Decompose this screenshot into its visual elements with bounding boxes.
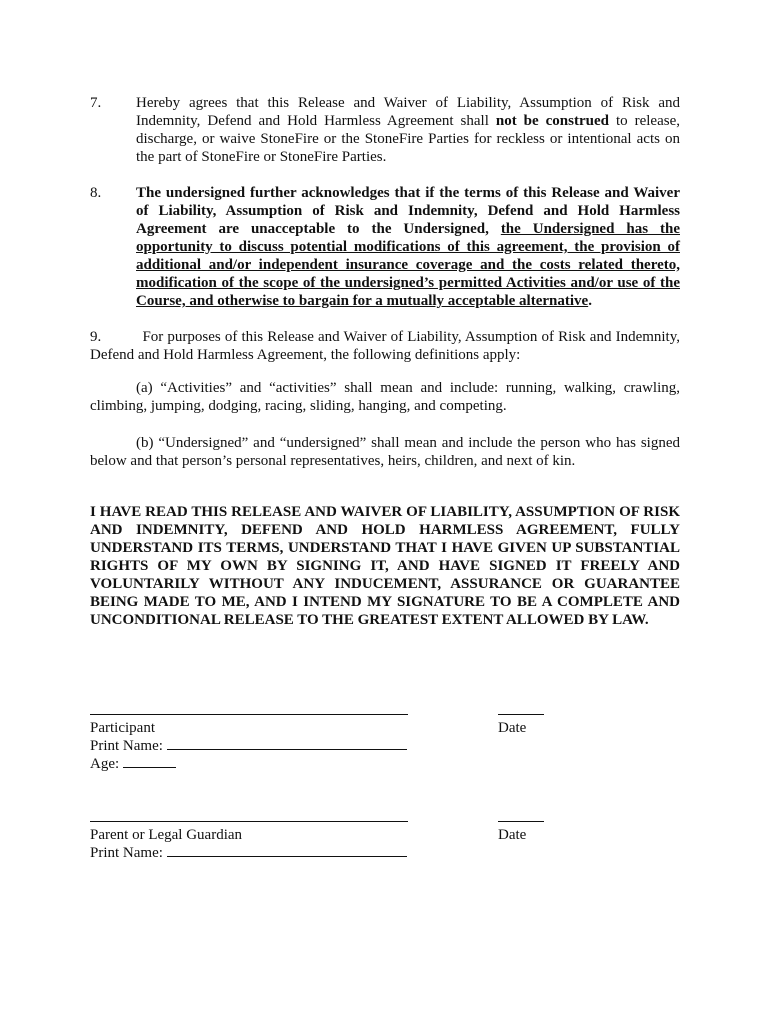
guardian-date-label: Date	[498, 827, 527, 843]
print-name-label: Print Name:	[90, 845, 163, 861]
clause-text	[136, 184, 680, 310]
clause-number: 7.	[90, 95, 102, 111]
guardian-signature-line[interactable]	[90, 821, 408, 822]
guardian-date-line[interactable]	[498, 821, 544, 822]
age-label: Age:	[90, 756, 120, 772]
acknowledgement-paragraph: I HAVE READ THIS RELEASE AND WAIVER OF LIABILITY, ASSUMPTION OF RISK AND INDEMNITY, DEFEND AND HOLD HARMLESS AGREEMENT, FULLY UNDERSTAND ITS TERMS, UNDERSTAND THAT I HAVE GIVEN UP SUBSTANTIAL RIGHTS OF MY OWN BY SIGNING IT, AND HAVE SIGNED IT FREELY AND VOLUNTARILY WITHOUT ANY INDUCEMENT, ASSURANCE OR GUARANTEE BEING MADE TO ME, AND I INTEND MY SIGNATURE TO BE A COMPLETE AND UNCONDITIONAL RELEASE TO THE GREATEST EXTENT ALLOWED BY LAW.	[90, 504, 680, 628]
clause-text-part: The undersigned further acknowledges that if the terms of this Release and Waiver of Liability, Assumption of Risk and Indemnity, Defend and Hold Harmless Agreement are unacceptable to the Undersigned,	[136, 185, 680, 237]
print-name-label: Print Name:	[90, 738, 163, 754]
clause-text	[136, 94, 680, 166]
guardian-print-name	[90, 844, 407, 862]
clause-text-part: Hereby agrees that this Release and Waiver of Liability, Assumption of Risk and Indemnity, Defend and Hold Harmless Agreement shall	[136, 95, 680, 129]
participant-age	[90, 755, 176, 773]
clause-7	[90, 94, 680, 166]
participant-print-name	[90, 737, 407, 755]
participant-date-label: Date	[498, 720, 527, 736]
participant-age-field[interactable]	[123, 755, 176, 768]
clause-number: 8.	[90, 185, 102, 201]
clause-text-part: to release, discharge, or waive StoneFire or the StoneFire Parties for reckless or intentional acts on the part of StoneFire or StoneFire Parties.	[136, 113, 680, 165]
guardian-print-name-field[interactable]	[167, 844, 407, 857]
clause-text-part: .	[588, 293, 592, 309]
clause-bold-text: not be construed	[495, 113, 609, 129]
definition-b: (b) “Undersigned” and “undersigned” shall mean and include the person who has signed below and that person’s personal representatives, heirs, children, and next of kin.	[90, 435, 680, 469]
participant-signature-line[interactable]	[90, 714, 408, 715]
clause-9: 9. For purposes of this Release and Waiver of Liability, Assumption of Risk and Indemnity, Defend and Hold Harmless Agreement, the following definitions apply:	[90, 329, 680, 363]
guardian-label: Parent or Legal Guardian	[90, 827, 243, 843]
participant-date-line[interactable]	[498, 714, 544, 715]
definition-a: (a) “Activities” and “activities” shall mean and include: running, walking, crawling, climbing, jumping, dodging, racing, sliding, hanging, and competing.	[90, 380, 680, 414]
clause-8	[90, 184, 680, 310]
participant-print-name-field[interactable]	[167, 737, 407, 750]
participant-label: Participant	[90, 720, 155, 736]
clause-underlined-text: the Undersigned has the opportunity to discuss potential modifications of this agreement, the provision of additional and/or independent insurance coverage and the costs related thereto, modification of the scope of the undersigned’s permitted Activities and/or use of the Course, and otherwise to bargain for a mutually acceptable alternative	[136, 221, 680, 309]
